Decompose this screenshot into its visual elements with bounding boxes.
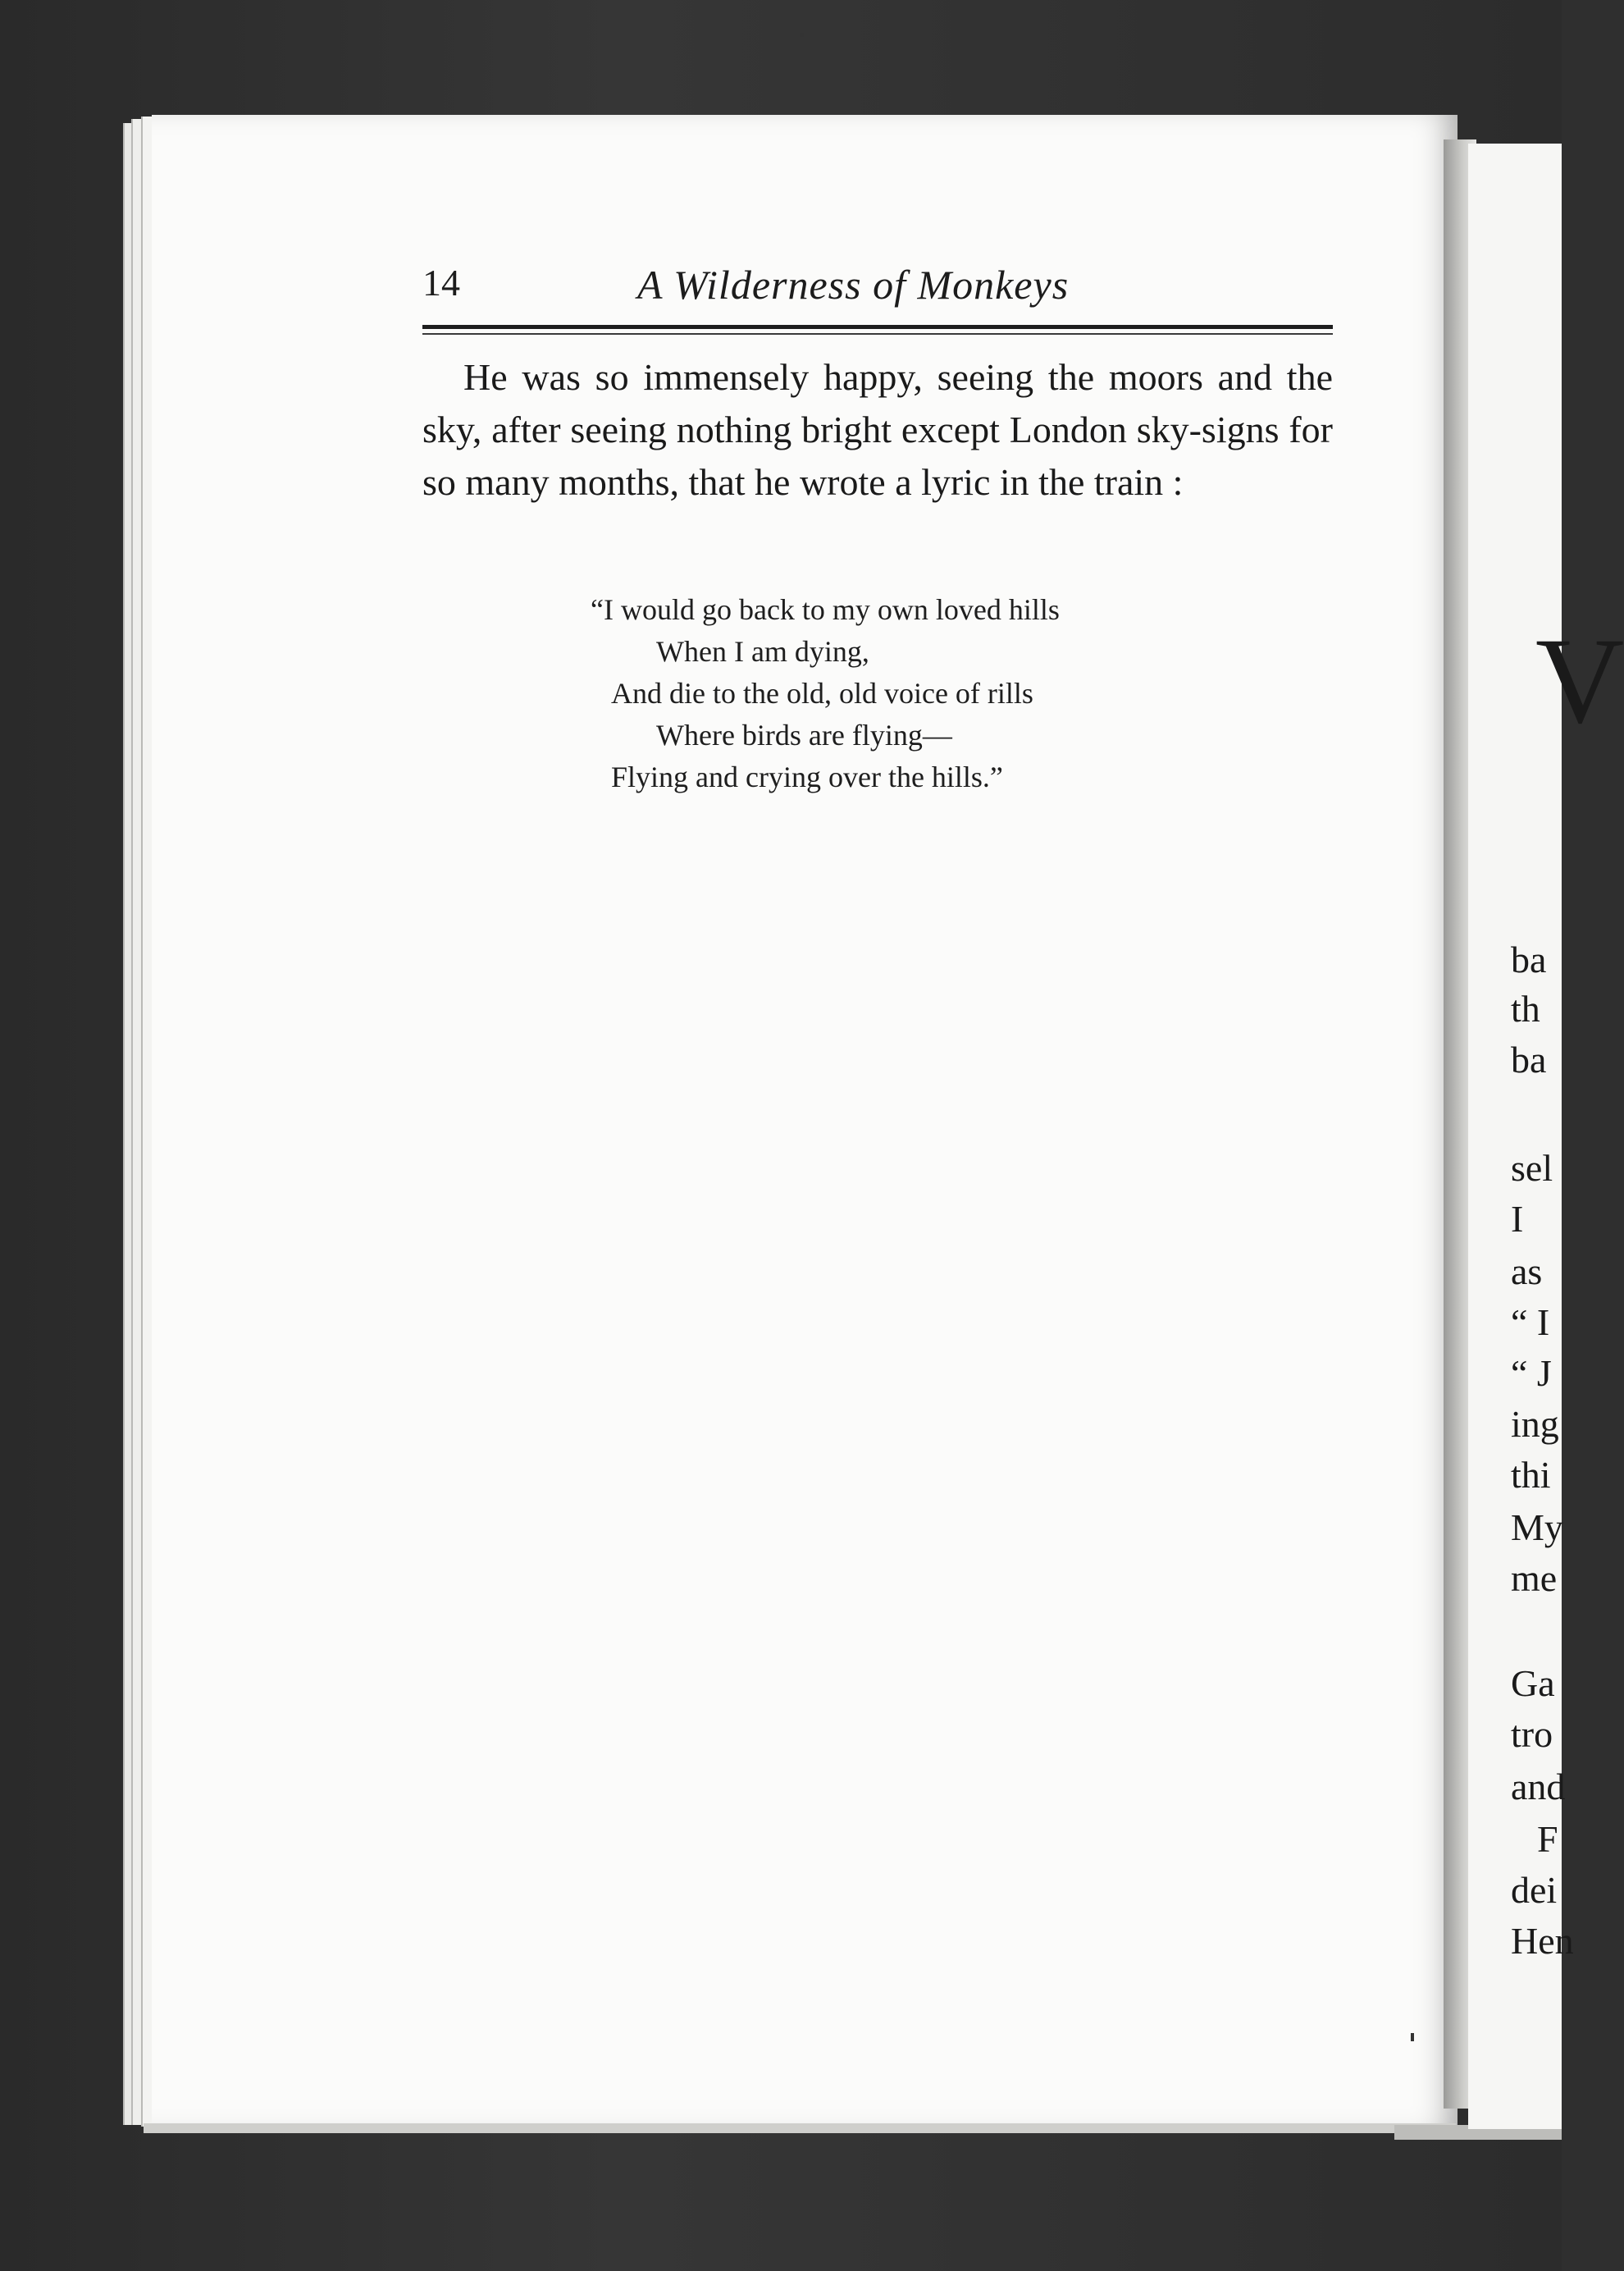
- poem-line: Flying and crying over the hills.”: [611, 761, 1003, 793]
- scan-speck: [1411, 2033, 1414, 2041]
- page-number: 14: [422, 262, 460, 304]
- text-fragment: I: [1511, 1198, 1524, 1240]
- poem-line: And die to the old, old voice of rills: [611, 677, 1033, 710]
- poem-line: Where birds are flying—: [656, 719, 952, 752]
- poem: [591, 589, 1060, 798]
- text-fragment: thi: [1511, 1454, 1551, 1496]
- text-fragment: Ga: [1511, 1662, 1555, 1704]
- text-fragment: as: [1511, 1250, 1543, 1292]
- scan-speck: [800, 33, 804, 37]
- poem-line: When I am dying,: [656, 635, 869, 668]
- text-fragment: F: [1537, 1818, 1558, 1860]
- poem-line: “I would go back to my own loved hills: [591, 593, 1060, 626]
- body-paragraph: He was so immensely happy, seeing the moors and the sky, after seeing nothing bright except London sky-signs for so many months, that he wrote a lyric in the train :: [422, 356, 1333, 503]
- text-fragment: My: [1511, 1506, 1563, 1548]
- header-rule: [422, 325, 1333, 329]
- running-head: [422, 256, 1333, 313]
- text-fragment: th: [1511, 988, 1540, 1030]
- text-fragment: Hen: [1511, 1920, 1574, 1962]
- text-fragment: and: [1511, 1766, 1566, 1807]
- text-fragment: ba: [1511, 1039, 1547, 1081]
- header-rule: [422, 333, 1333, 335]
- text-fragment: ing: [1511, 1403, 1559, 1445]
- text-fragment: “ J: [1511, 1352, 1552, 1394]
- right-page: [1468, 144, 1624, 2129]
- text-fragment: dei: [1511, 1869, 1558, 1911]
- text-fragment: “ I: [1511, 1301, 1550, 1343]
- drop-cap: V: [1535, 613, 1624, 749]
- text-fragment: ba: [1511, 939, 1547, 980]
- page-bottom-edge: [144, 2123, 1456, 2133]
- text-fragment: sel: [1511, 1147, 1553, 1189]
- text-fragment: me: [1511, 1557, 1558, 1599]
- text-fragment: tro: [1511, 1713, 1553, 1755]
- book-title: A Wilderness of Monkeys: [637, 262, 1070, 308]
